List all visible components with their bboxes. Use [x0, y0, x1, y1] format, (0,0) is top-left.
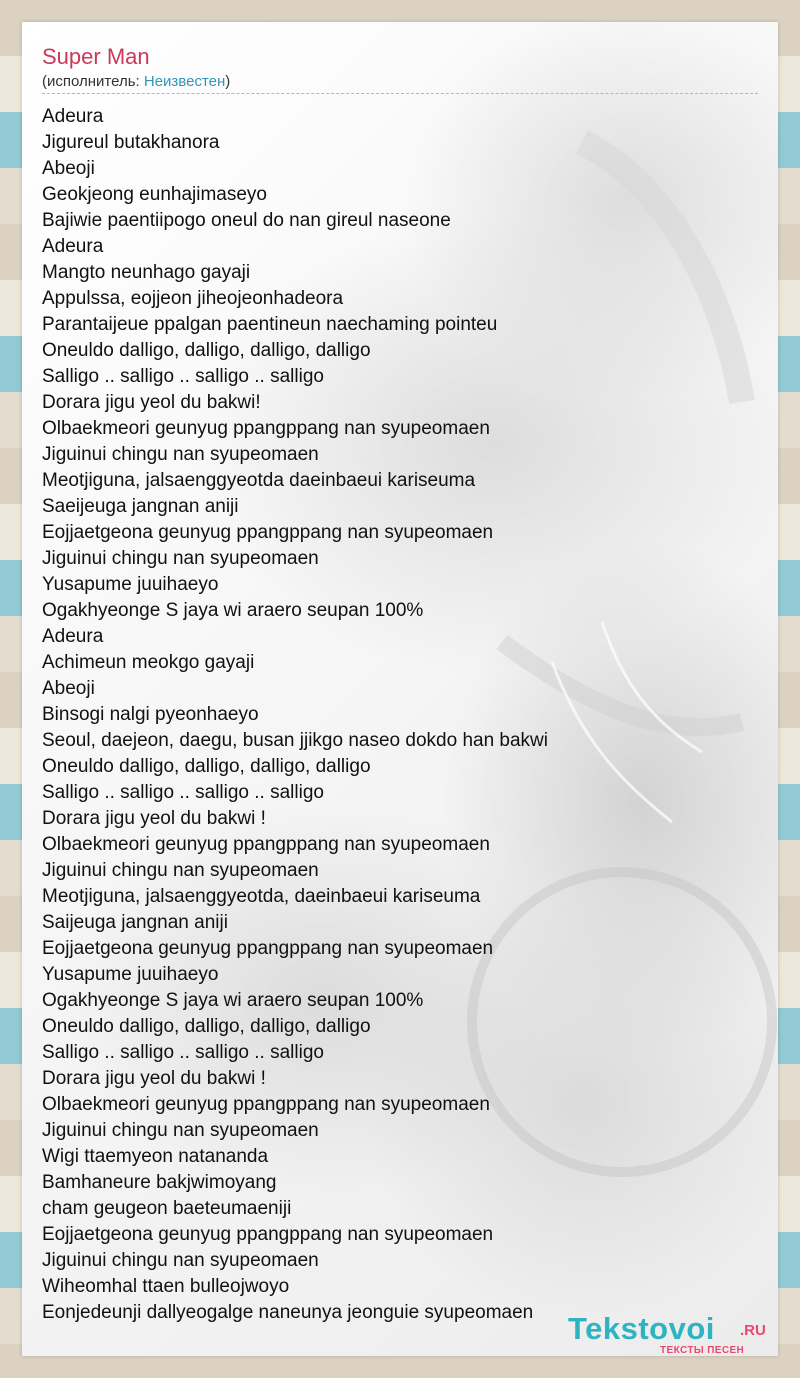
lyric-line: Oneuldo dalligo, dalligo, dalligo, dalligo	[42, 1016, 371, 1037]
lyric-line: Jiguinui chingu nan syupeomaen	[42, 1250, 319, 1271]
lyric-line: Dorara jigu yeol du bakwi!	[42, 392, 261, 413]
lyric-line: Jiguinui chingu nan syupeomaen	[42, 444, 319, 465]
lyric-line: Jiguinui chingu nan syupeomaen	[42, 860, 319, 881]
lyric-line: Wiheomhal ttaen bulleojwoyo	[42, 1276, 290, 1297]
lyric-line: Eonjedeunji dallyeogalge naneunya jeonguie syupeomaen	[42, 1302, 534, 1323]
artist-link[interactable]: Неизвестен	[143, 73, 226, 90]
lyric-line: Mangto neunhago gayaji	[42, 262, 251, 283]
lyric-line: Oneuldo dalligo, dalligo, dalligo, dalligo	[42, 340, 371, 361]
lyric-line: Achimeun meokgo gayaji	[42, 652, 255, 673]
lyric-line: Eojjaetgeona geunyug ppangppang nan syupeomaen	[42, 938, 494, 959]
lyric-line: Adeura	[42, 236, 104, 257]
lyric-line: Salligo .. salligo .. salligo .. salligo	[42, 366, 324, 387]
lyrics-text	[42, 104, 548, 1326]
lyric-line: Olbaekmeori geunyug ppangppang nan syupeomaen	[42, 834, 490, 855]
artist-suffix: )	[225, 73, 231, 90]
lyric-line: Yusapume juuihaeyo	[42, 574, 219, 595]
lyric-line: Dorara jigu yeol du bakwi !	[42, 808, 266, 829]
lyric-line: Wigi ttaemyeon natananda	[42, 1146, 269, 1167]
song-title: Super Man	[42, 44, 150, 69]
lyric-line: Yusapume juuihaeyo	[42, 964, 219, 985]
lyric-line: Abeoji	[42, 158, 95, 179]
lyric-line: Adeura	[42, 106, 104, 127]
lyric-line: Ogakhyeonge S jaya wi araero seupan 100%	[42, 600, 424, 621]
lyric-line: Jigureul butakhanora	[42, 132, 220, 153]
lyric-line: Bamhaneure bakjwimoyang	[42, 1172, 277, 1193]
lyric-line: Appulssa, eojjeon jiheojeonhadeora	[42, 288, 344, 309]
lyric-line: Meotjiguna, jalsaenggyeotda daeinbaeui kariseuma	[42, 470, 476, 491]
lyric-line: Olbaekmeori geunyug ppangppang nan syupeomaen	[42, 418, 490, 439]
logo-wordmark: Tekstovoi	[568, 1311, 715, 1346]
lyric-line: Jiguinui chingu nan syupeomaen	[42, 548, 319, 569]
lyric-line: Oneuldo dalligo, dalligo, dalligo, dalligo	[42, 756, 371, 777]
lyric-line: Geokjeong eunhajimaseyo	[42, 184, 267, 205]
lyric-line: cham geugeon baeteumaeniji	[42, 1198, 292, 1219]
lyric-line: Seoul, daejeon, daegu, busan jjikgo naseo dokdo han bakwi	[42, 730, 548, 751]
lyric-line: Eojjaetgeona geunyug ppangppang nan syupeomaen	[42, 1224, 494, 1245]
lyric-line: Eojjaetgeona geunyug ppangppang nan syupeomaen	[42, 522, 494, 543]
title-divider	[42, 93, 758, 94]
artist-prefix: (исполнитель:	[42, 73, 144, 90]
lyric-line: Salligo .. salligo .. salligo .. salligo	[42, 1042, 324, 1063]
site-logo[interactable]	[568, 1312, 778, 1356]
lyric-line: Binsogi nalgi pyeonhaeyo	[42, 704, 259, 725]
lyric-line: Jiguinui chingu nan syupeomaen	[42, 1120, 319, 1141]
artist-line	[42, 72, 230, 92]
lyric-line: Salligo .. salligo .. salligo .. salligo	[42, 782, 324, 803]
lyric-line: Olbaekmeori geunyug ppangppang nan syupeomaen	[42, 1094, 490, 1115]
lyric-line: Abeoji	[42, 678, 95, 699]
lyric-line: Adeura	[42, 626, 104, 647]
lyric-line: Parantaijeue ppalgan paentineun naechaming pointeu	[42, 314, 498, 335]
lyric-line: Ogakhyeonge S jaya wi araero seupan 100%	[42, 990, 424, 1011]
lyric-line: Dorara jigu yeol du bakwi !	[42, 1068, 266, 1089]
logo-domain: .RU	[740, 1322, 766, 1339]
lyric-line: Saijeuga jangnan aniji	[42, 912, 228, 933]
logo-tagline: ТЕКСТЫ ПЕСЕН	[660, 1345, 745, 1356]
lyrics-card	[22, 22, 778, 1356]
lyric-line: Meotjiguna, jalsaenggyeotda, daeinbaeui kariseuma	[42, 886, 481, 907]
lyric-line: Saeijeuga jangnan aniji	[42, 496, 239, 517]
lyric-line: Bajiwie paentiipogo oneul do nan gireul naseone	[42, 210, 451, 231]
